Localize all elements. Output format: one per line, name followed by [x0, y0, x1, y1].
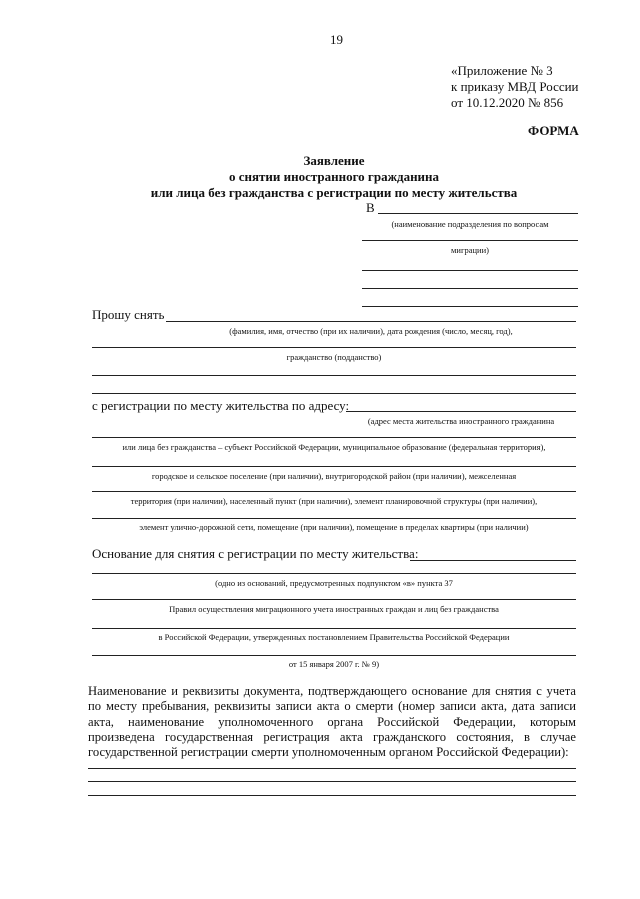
address-caption-2: или лица без гражданства – субъект Российской Федерации, муниципальное образование (федеральная территория), — [122, 442, 546, 452]
recipient-field-4[interactable] — [362, 288, 578, 289]
request-field-4[interactable] — [92, 393, 576, 394]
basis-caption-2: Правил осуществления миграционного учета иностранных граждан и лиц без гражданства — [169, 604, 499, 614]
title-line-2: о снятии иностранного гражданина — [228, 169, 440, 184]
document-paragraph-line-1: Наименование и реквизиты документа, подтверждающего основание для снятия с учета — [88, 684, 576, 698]
recipient-prefix: В — [366, 200, 375, 215]
page-number: 19 — [330, 32, 343, 47]
request-field-2[interactable] — [92, 347, 576, 348]
recipient-caption-2: миграции) — [451, 245, 489, 255]
request-caption-1: (фамилия, имя, отчество (при их наличии), дата рождения (число, месяц, год), — [229, 326, 513, 336]
address-field-4[interactable] — [92, 491, 576, 492]
request-field-3[interactable] — [92, 375, 576, 376]
request-label: Прошу снять — [92, 307, 165, 322]
recipient-field-2[interactable] — [362, 240, 578, 241]
basis-field-5[interactable] — [92, 655, 576, 656]
basis-field-3[interactable] — [92, 599, 576, 600]
document-paragraph-line-3: акта, наименование уполномоченного органа Российской Федерации, которым — [88, 714, 576, 729]
request-caption-2: гражданство (подданство) — [286, 352, 382, 362]
basis-caption-4: от 15 января 2007 г. № 9) — [288, 659, 380, 669]
document-paragraph — [88, 684, 576, 760]
address-caption-3: городское и сельское поселение (при наличии), внутригородской район (при наличии), межселенная — [151, 471, 517, 481]
recipient-field[interactable] — [378, 213, 578, 214]
basis-caption-3: в Российской Федерации, утвержденных постановлением Правительства Российской Федерации — [158, 632, 510, 642]
recipient-field-5[interactable] — [362, 306, 578, 307]
document-field-2[interactable] — [88, 781, 576, 782]
appendix-line-2: к приказу МВД России — [451, 79, 579, 94]
address-label: с регистрации по месту жительства по адресу: — [92, 398, 350, 413]
basis-field-2[interactable] — [92, 573, 576, 574]
title-line-3: или лица без гражданства с регистрации по месту жительства — [150, 185, 518, 200]
address-caption-4: территория (при наличии), населенный пункт (при наличии), элемент планировочной структуры (при наличии), — [130, 496, 538, 506]
recipient-field-3[interactable] — [362, 270, 578, 271]
document-paragraph-line-4: произведена государственная регистрация акта гражданского состояния, в случае — [88, 729, 576, 744]
recipient-caption-1: (наименование подразделения по вопросам — [391, 219, 549, 229]
document-paragraph-line-2: по месту пребывания, реквизиты записи акта о смерти (номер записи акта, дата записи — [88, 699, 576, 714]
address-caption-1: (адрес места жительства иностранного гражданина — [367, 416, 555, 426]
request-field[interactable] — [166, 321, 576, 322]
appendix-line-3: от 10.12.2020 № 856 — [451, 95, 564, 110]
basis-label: Основание для снятия с регистрации по месту жительства: — [92, 546, 419, 561]
basis-field[interactable] — [410, 560, 576, 561]
basis-caption-1: (одно из оснований, предусмотренных подпунктом «в» пункта 37 — [215, 578, 453, 588]
form-label: ФОРМА — [528, 123, 579, 138]
address-field[interactable] — [346, 411, 576, 412]
title-line-1: Заявление — [303, 153, 365, 168]
address-field-5[interactable] — [92, 518, 576, 519]
basis-field-4[interactable] — [92, 628, 576, 629]
appendix-line-1: «Приложение № 3 — [451, 63, 553, 78]
address-field-2[interactable] — [92, 437, 576, 438]
document-field-3[interactable] — [88, 795, 576, 796]
address-caption-5: элемент улично-дорожной сети, помещение (при наличии), помещение в пределах квартиры (при наличии) — [139, 522, 529, 532]
document-paragraph-line-5: государственной регистрации смерти уполномоченным органом Российской Федерации): — [88, 745, 569, 760]
document-field[interactable] — [88, 768, 576, 769]
address-field-3[interactable] — [92, 466, 576, 467]
